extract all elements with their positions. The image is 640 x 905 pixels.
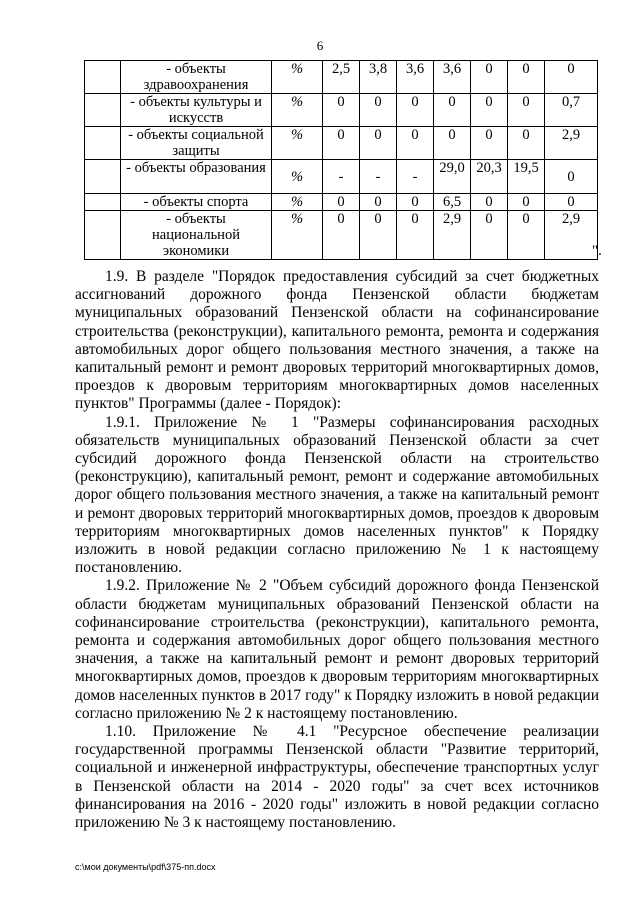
table-cell-value: 0 (360, 94, 397, 127)
page-number: 6 (316, 38, 324, 53)
paragraph-1-9-2: 1.9.2. Приложение № 2 "Объем субсидий дорожного фонда Пензенской области бюджетам муниципальных образований Пензенской области на софинансирование строительства (реконструкции), капитального ремонта, ремонта и содержания автомобильных дорог общего пользования местного значения, а также на капитальный ремонт и ремонт дворовых территорий многоквартирных домов, проездов к дворовым территориям многоквартирных домов населенных пунктов в 2017 году" к Порядку изложить в новой редакции согласно приложению № 2 к настоящему постановлению. (75, 577, 599, 722)
table-cell-value: 0 (434, 94, 471, 127)
table-row (85, 211, 598, 260)
table-cell-value: 0 (360, 127, 397, 160)
table-cell-unit: % (272, 94, 323, 127)
table-cell-value: 0 (397, 211, 434, 260)
table-cell-blank (85, 160, 121, 194)
table-cell-name: - объекты здравоохранения (121, 61, 272, 94)
table-cell-value: 0 (471, 194, 508, 211)
table-cell-value: 3,6 (397, 61, 434, 94)
table-cell-value: 0 (545, 194, 598, 211)
table-cell-value: 19,5 (508, 160, 545, 194)
table-cell-unit: % (272, 211, 323, 260)
table-cell-value: - (360, 160, 397, 194)
table-cell-value: 0 (434, 127, 471, 160)
table-cell-value: 0 (471, 211, 508, 260)
body-text (75, 268, 599, 832)
table-cell-value: 0 (397, 94, 434, 127)
paragraph-1-9: 1.9. В разделе "Порядок предоставления субсидий за счет бюджетных ассигнований дорожного фонда Пензенской области бюджетам муниципальных образований Пензенской области на софинансирование строительства (реконструкции), капитального ремонта, ремонта и содержания автомобильных дорог общего пользования местного значения, а также на капитальный ремонт и ремонт дворовых территорий многоквартирных домов, проездов к дворовым территориям многоквартирных домов населенных пунктов" Программы (далее - Порядок): (75, 268, 599, 413)
table-cell-blank (85, 194, 121, 211)
table-cell-value: 0 (508, 127, 545, 160)
table-cell-blank (85, 94, 121, 127)
table-cell-unit: % (272, 194, 323, 211)
table-cell-name: - объекты образования (121, 160, 272, 194)
table-cell-value: 3,8 (360, 61, 397, 94)
table-cell-name: - объекты культуры и искусств (121, 94, 272, 127)
table-closing-quote: ". (592, 243, 602, 259)
table-cell-unit: % (272, 127, 323, 160)
table-cell-value: 0 (508, 194, 545, 211)
table-cell-name: - объекты социальной защиты (121, 127, 272, 160)
table-row (85, 61, 598, 94)
table-row (85, 127, 598, 160)
table-cell-value: - (323, 160, 360, 194)
footer-file-path: c:\мои документы\pdf\375-пп.docx (75, 862, 216, 872)
paragraph-1-9-1: 1.9.1. Приложение № 1 "Размеры софинансирования расходных обязательств муниципальных образований Пензенской области за счет субсидий дорожного фонда Пензенской области на строительство (реконструкцию), капитальный ремонт, ремонт и содержание автомобильных дорог общего пользования местного значения, а также на капитальный ремонт и ремонт дворовых территорий многоквартирных домов, проездов к дворовым территориям многоквартирных домов населенных пунктов" к Порядку изложить в новой редакции согласно приложению № 1 к настоящему постановлению. (75, 413, 599, 577)
table-cell-name: - объекты национальной экономики (121, 211, 272, 260)
table-cell-unit: % (272, 61, 323, 94)
table-cell-value: 0 (323, 194, 360, 211)
table-cell-value: 0 (508, 211, 545, 260)
table-cell-value: 0 (508, 94, 545, 127)
paragraph-1-10: 1.10. Приложение № 4.1 "Ресурсное обеспечение реализации государственной программы Пензенской области "Развитие территорий, социальной и инженерной инфраструктуры, обеспечение транспортных услуг в Пензенской области на 2014 - 2020 годы" за счет всех источников финансирования на 2016 - 2020 годы" изложить в новой редакции согласно приложению № 3 к настоящему постановлению. (75, 723, 599, 832)
table-cell-value: 0 (360, 211, 397, 260)
table-cell-value: 2,5 (323, 61, 360, 94)
table-cell-unit: % (272, 160, 323, 194)
table-cell-value: 0 (323, 211, 360, 260)
table-row (85, 94, 598, 127)
table-cell-value: - (397, 160, 434, 194)
table-cell-blank (85, 127, 121, 160)
table-row (85, 160, 598, 194)
table-cell-value: 2,9 (545, 127, 598, 160)
table-cell-value: 0 (471, 61, 508, 94)
table-cell-value: 0 (323, 127, 360, 160)
table-cell-value: 29,0 (434, 160, 471, 194)
table-cell-blank (85, 61, 121, 94)
table-cell-value: 0 (397, 127, 434, 160)
table-cell-value: 0 (397, 194, 434, 211)
table-row (85, 194, 598, 211)
table-cell-value: 0 (545, 61, 598, 94)
table-cell-value: 3,6 (434, 61, 471, 94)
table-cell-value: 0 (323, 94, 360, 127)
table-cell-name: - объекты спорта (121, 194, 272, 211)
table-cell-value: 0 (471, 94, 508, 127)
table-cell-value: 2,9 (545, 211, 598, 260)
table-cell-value: 0 (545, 160, 598, 194)
table-cell-value: 20,3 (471, 160, 508, 194)
table-cell-value: 0,7 (545, 94, 598, 127)
table-cell-value: 0 (360, 194, 397, 211)
table-cell-value: 2,9 (434, 211, 471, 260)
table-cell-value: 0 (508, 61, 545, 94)
table-cell-value: 6,5 (434, 194, 471, 211)
table-cell-value: 0 (471, 127, 508, 160)
table-cell-blank (85, 211, 121, 260)
indicator-table (84, 60, 598, 260)
